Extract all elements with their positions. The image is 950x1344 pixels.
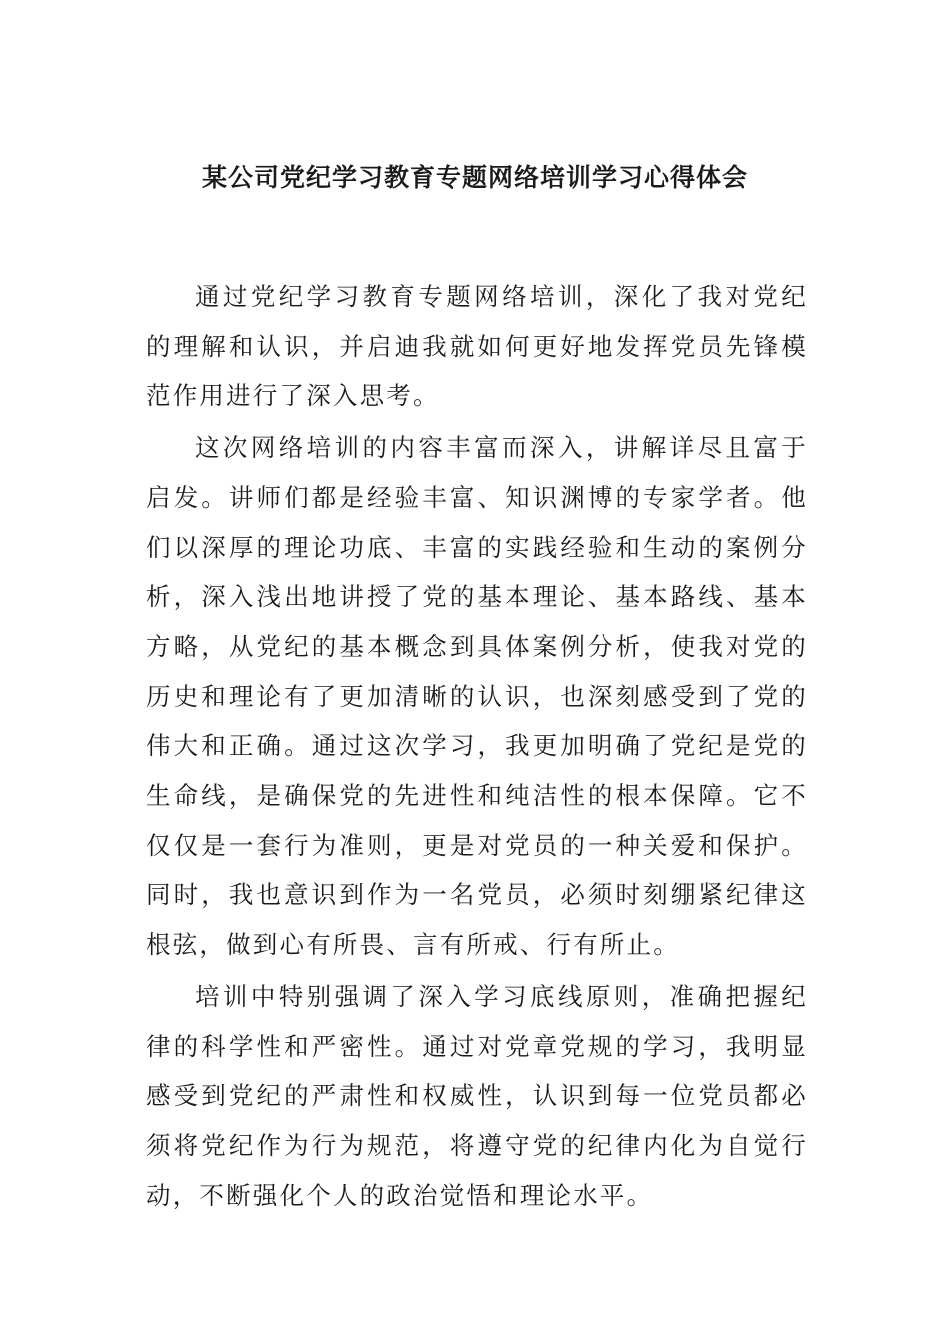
paragraph-2: 这次网络培训的内容丰富而深入，讲解详尽且富于启发。讲师们都是经验丰富、知识渊博的专家学者。他们以深厚的理论功底、丰富的实践经验和生动的案例分析，深入浅出地讲授了党的基本理论、基本路线、基本方略，从党纪的基本概念到具体案例分析，使我对党的历史和理论有了更加清晰的认识，也深刻感受到了党的伟大和正确。通过这次学习，我更加明确了党纪是党的生命线，是确保党的先进性和纯洁性的根本保障。它不仅仅是一套行为准则，更是对党员的一种关爱和保护。同时，我也意识到作为一名党员，必须时刻绷紧纪律这根弦，做到心有所畏、言有所戒、行有所止。: [146, 433, 808, 960]
paragraph-1: 通过党纪学习教育专题网络培训，深化了我对党纪的理解和认识，并启迪我就如何更好地发挥党员先锋模范作用进行了深入思考。: [146, 282, 808, 411]
paragraph-3: 培训中特别强调了深入学习底线原则，准确把握纪律的科学性和严密性。通过对党章党规的学习，我明显感受到党纪的严肃性和权威性，认识到每一位党员都必须将党纪作为行为规范，将遵守党的纪律内化为自觉行动，不断强化个人的政治觉悟和理论水平。: [146, 981, 808, 1210]
document-body: [146, 272, 808, 1222]
document-title: 某公司党纪学习教育专题网络培训学习心得体会: [201, 163, 748, 192]
